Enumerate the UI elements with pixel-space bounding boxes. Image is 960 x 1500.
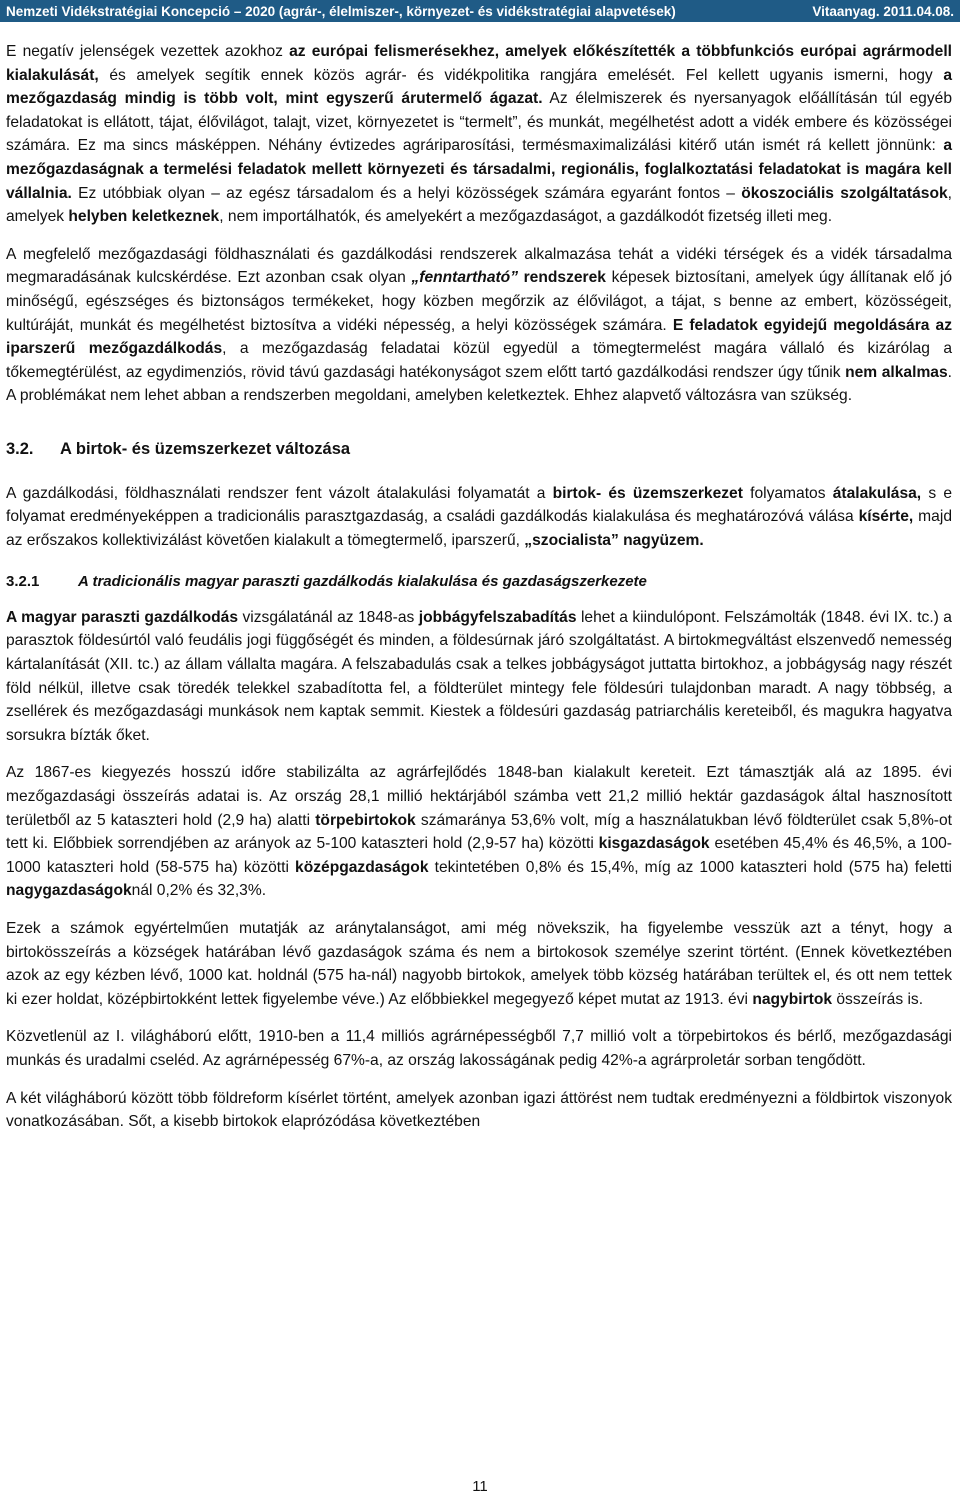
subsection-title: A tradicionális magyar paraszti gazdálkodás kialakulása és gazdaságszerkezete — [78, 573, 647, 591]
section-title: A birtok- és üzemszerkezet változása — [60, 439, 351, 458]
paragraph-7: Közvetlenül az I. világháború előtt, 1910-ben a 11,4 milliós agrárnépességből 7,7 millió volt a törpebirtokos és bérlő, mezőgazdasági munkás és uradalmi cseléd. Az agrárnépesség 67%-a, az ország lakosságának pedig 42%-a agrárproletár sorban tengődött. — [6, 1028, 952, 1069]
paragraph-8: A két világháború között több földreform kísérlet történt, amelyek azonban igazi áttörést nem tudtak eredményezni a földbirtok viszonyok vonatkozásában. Sőt, a kisebb birtokok elaprózódása következtében — [6, 1089, 952, 1131]
subsection-number: 3.2.1 — [6, 573, 40, 591]
running-header — [0, 0, 960, 22]
document-body — [6, 40, 952, 1148]
paragraph-4: A magyar paraszti gazdálkodás vizsgálatánál az 1848-as jobbágyfelszabadítás lehet a kiindulópont. Felszámolták (1848. évi IX. tc.) a parasztok földesúrtól való feudális jogi függőségét és minden, a földesúrnak járó szolgáltatást. A birtokmegváltást elszenvedő nemesség kártalanítását (XII. tc.) az állam vállalta magára. A felszabadulás csak a telkes jobbágyságot juttatta birtokhoz, a jobbágyság nagy részét föld nélkül, illetve csak töredék telekkel szabadította fel, a földterület mintegy fele földesúri tulajdonban maradt. A nagy többség, a zsellérek és mezőgazdasági munkások nem kaptak semmit. Kiestek a földesúri gazdaság patriarchális kereteiből, és magukra hagyatva sorsukra bízták őket. — [6, 608, 952, 744]
header-version: Vitaanyag. 2011.04.08. — [812, 3, 954, 19]
paragraph-5: Az 1867-es kiegyezés hosszú időre stabilizálta az agrárfejlődés 1848-ban kialakult kereteit. Ezt támasztják alá az 1895. évi mezőgazdasági összeírás adatai is. Az ország 28,1 millió hektárjából számba vett 21,2 millió hektár gazdaságok által hasznosított területből az 5 kataszteri hold (2,9 ha) alatti törpebirtokok számaránya 53,6% volt, míg a használatukban lévő földterület csak 5,8%-ot tett ki. Előbbiek sorrendjében az arányok az 5-100 kataszteri hold (2,9-57 ha) közötti kisgazdaságok esetében 45,4% és 46,5%, a 100-1000 kataszteri hold (58-575 ha) közötti középgazdaságok tekintetében 0,8% és 15,4%, míg az 1000 kataszteri hold (575 ha) feletti nagygazdaságoknál 0,2% és 32,3%. — [6, 764, 953, 900]
header-title: Nemzeti Vidékstratégiai Koncepció – 2020 (agrár-, élelmiszer-, környezet- és vidékstratégiai alapvetések) — [6, 3, 676, 19]
paragraph-6: Ezek a számok egyértelműen mutatják az aránytalanságot, ami még növekszik, ha figyelembe vesszük azt a tényt, hogy a birtokösszeírás a községek határában lévő gazdaságok száma és nem a birtokosok személye szerint történt. (Ennek következtében azok az egy kézben lévő, 1000 kat. holdnál (575 ha-nál) nagyobb birtokok, amelyek több község határában terültek el, és ott nem tettek ki ezer holdat, középbirtokként lettek figyelembe véve.) Az előbbiekkel megegyező képet mutat az 1913. évi nagybirtok összeírás is. — [6, 920, 952, 1008]
paragraph-2: A megfelelő mezőgazdasági földhasználati és gazdálkodási rendszerek alkalmazása tehát a vidéki térségek és a vidék társadalma megmaradásának kulcskérdése. Ezt azonban csak olyan „fenntartható” rendszerek képesek biztosítani, amelyek úgy állítanak elő jó minőségű, egészséges és biztonságos termékeket, hogy közben megőrzik az élővilágot, a tájat, s benne az embert, közösségeit, kultúráját, munkát és megélhetést biztosítva a vidéki népesség, a helyi közösségek számára. E feladatok egyidejű megoldására az iparszerű mezőgazdálkodás, a mezőgazdaság feladatai közül egyedül a tömegtermelést magára vállaló és kizárólag a tőkemegtérülést, az egydimenziós, rövid távú gazdasági hatékonyságot szem előtt tartó gazdálkodási rendszer úgy tűnik nem alkalmas. A problémákat nem lehet abban a rendszerben megoldani, amelyben keletkeztek. Ehhez alapvető változásra van szükség. — [6, 245, 953, 405]
paragraph-3: A gazdálkodási, földhasználati rendszer fent vázolt átalakulási folyamatát a birtok- és üzemszerkezet folyamatos átalakulása, s e folyamat eredményeképpen a tradicionális parasztgazdaság, a családi gazdálkodás kialakulása és meghatározóvá válása kísérte, majd az erőszakos kollektivizálást követően kialakult a tömegtermelő, iparszerű, „szocialista” nagyüzem. — [6, 484, 952, 549]
section-heading — [6, 438, 952, 462]
paragraph-1: E negatív jelenségek vezettek azokhoz az európai felismerésekhez, amelyek előkészítették a többfunkciós európai agrármodell kialakulását, és amelyek segítik ennek közös agrár- és vidékpolitika rangjára emelését. Fel kellett ugyanis ismerni, hogy a mezőgazdaság mindig is több volt, mint egyszerű árutermelő ágazat. Az élelmiszerek és nyersanyagok előállításán túl egyéb feladatokat is ellátott, tájat, élővilágot, talajt, vizet, környezetet is “termelt”, és munkát, megélhetést adott a vidék embere és közösségei számára. Ez ma sincs másképpen. Néhány évtizedes agráriparosítási, termésmaximalizálási kitérő után ismét rá kellett jönnünk: a mezőgazdaságnak a termelési feladatok mellett környezeti és társadalmi, regionális, foglalkoztatási feladatokat is magára kell vállalnia. Ez utóbbiak olyan – az egész társadalom és a helyi közösségek számára egyaránt fontos – ökoszociális szolgáltatások, amelyek helyben keletkeznek, nem importálhatók, és amelyekért a mezőgazdaságot, a gazdálkodót fizetség illeti meg. — [6, 43, 952, 226]
subsection-heading — [6, 570, 952, 594]
section-number: 3.2. — [6, 439, 34, 458]
page-number: 11 — [472, 1478, 488, 1495]
